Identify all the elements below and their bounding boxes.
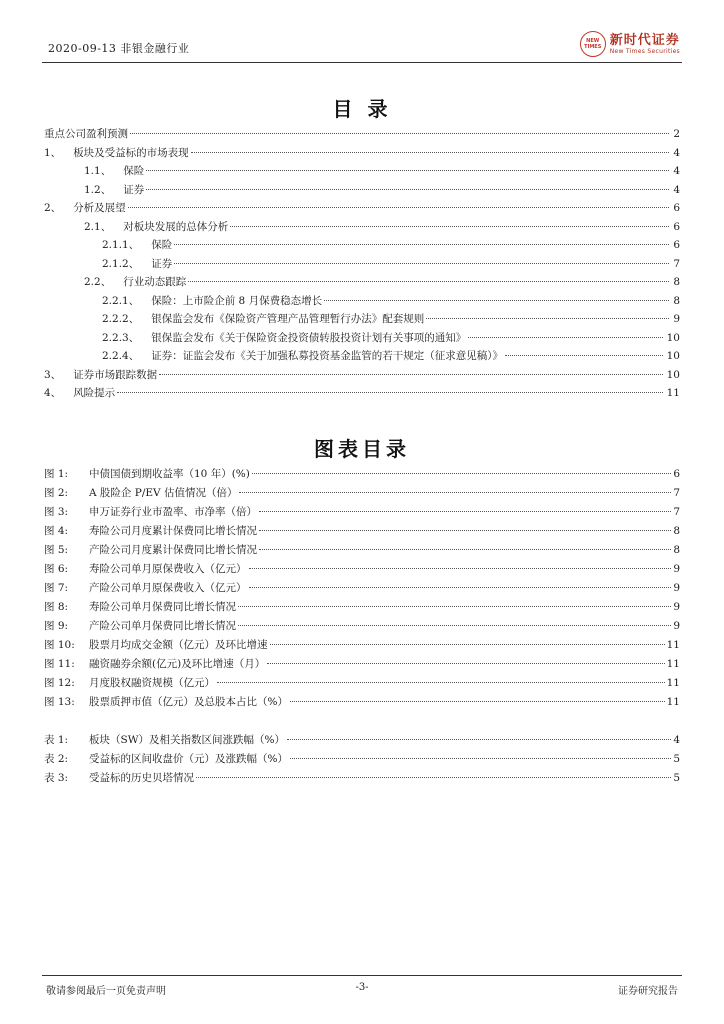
page-footer <box>42 975 682 998</box>
dot-leader <box>146 189 669 190</box>
toc-entry[interactable] <box>44 330 680 349</box>
entry-label: 风险提示 <box>73 387 116 399</box>
header-date-industry: 2020-09-13 非银金融行业 <box>48 42 190 55</box>
list-item[interactable] <box>44 656 680 675</box>
list-item[interactable] <box>44 694 680 713</box>
entry-number: 图 13: <box>44 696 75 708</box>
entry-page-number: 6 <box>673 202 680 214</box>
entry-label: 证券 <box>151 257 173 270</box>
list-item[interactable] <box>44 637 680 656</box>
entry-page-number: 4 <box>673 165 680 177</box>
entry-number: 2.2.1、 <box>102 294 140 307</box>
page-header <box>42 28 682 63</box>
entry-page-number: 8 <box>673 276 680 288</box>
dot-leader <box>324 300 669 301</box>
entry-number: 2、 <box>44 202 62 214</box>
footer-disclaimer: 敬请参阅最后一页免责声明 <box>46 986 166 997</box>
entry-label: 受益标的历史贝塔情况 <box>89 772 194 784</box>
entry-label: 寿险公司月度累计保费同比增长情况 <box>89 525 257 537</box>
toc-entry[interactable] <box>44 219 680 238</box>
entry-label: 证券：证监会发布《关于加强私募投资基金监管的若干规定（征求意见稿）》 <box>151 350 503 362</box>
dot-leader <box>174 244 669 245</box>
list-item[interactable] <box>44 485 680 504</box>
entry-page-number: 4 <box>673 183 680 196</box>
company-logo <box>580 30 680 58</box>
entry-label: 分析及展望 <box>73 202 126 214</box>
entry-number: 2.1.2、 <box>102 257 140 270</box>
dot-leader <box>270 644 665 645</box>
dot-leader <box>117 392 662 393</box>
entry-label: 行业动态跟踪 <box>123 276 187 288</box>
entry-label: 申万证券行业市盈率、市净率（倍） <box>89 506 257 518</box>
dot-leader <box>505 355 663 356</box>
entry-number: 表 2: <box>44 753 69 765</box>
dot-leader <box>287 739 671 740</box>
dot-leader <box>128 207 670 208</box>
entry-number: 图 7: <box>44 582 69 594</box>
dot-leader <box>217 682 665 683</box>
entry-number: 1.2、 <box>84 183 112 196</box>
entry-label: 板块及受益标的市场表现 <box>73 146 189 159</box>
entry-number: 1.1、 <box>84 165 112 177</box>
list-item[interactable] <box>44 675 680 694</box>
entry-label: 股票月均成交金额（亿元）及环比增速 <box>89 639 268 651</box>
dot-leader <box>249 587 672 588</box>
entry-number: 2.1、 <box>84 220 112 233</box>
entry-number: 图 12: <box>44 677 75 689</box>
entry-number: 图 1: <box>44 468 69 480</box>
dot-leader <box>191 152 670 153</box>
toc-entry[interactable] <box>44 163 680 182</box>
entry-number: 图 3: <box>44 506 69 518</box>
toc-entry[interactable] <box>44 256 680 275</box>
list-item[interactable] <box>44 523 680 542</box>
entry-label: 银保监会发布《保险资产管理产品管理暂行办法》配套规则 <box>151 313 425 325</box>
toc-entry[interactable] <box>44 385 680 404</box>
entry-label: 对板块发展的总体分析 <box>123 220 229 233</box>
dot-leader <box>249 568 672 569</box>
entry-label: 重点公司盈利预测 <box>44 128 128 140</box>
dot-leader <box>426 318 669 319</box>
entry-page-number: 11 <box>666 387 680 399</box>
list-item[interactable] <box>44 542 680 561</box>
entry-label: 证券市场跟踪数据 <box>73 368 158 381</box>
figure-list <box>44 466 680 713</box>
dot-leader <box>238 606 671 607</box>
entry-label: 月度股权融资规模（亿元） <box>89 677 215 689</box>
toc-entry[interactable] <box>44 237 680 256</box>
dot-leader <box>259 530 671 531</box>
dot-leader <box>267 663 664 664</box>
list-item[interactable] <box>44 561 680 580</box>
dot-leader <box>259 511 671 512</box>
entry-page-number: 9 <box>673 582 680 594</box>
entry-page-number: 7 <box>673 257 680 270</box>
entry-label: 受益标的区间收盘价（元）及涨跌幅（%） <box>89 753 288 765</box>
entry-page-number: 11 <box>666 639 680 651</box>
list-item[interactable] <box>44 751 680 770</box>
entry-number: 2.2.3、 <box>102 331 140 344</box>
entry-label: 产险公司单月原保费收入（亿元） <box>89 582 247 594</box>
dot-leader <box>290 758 671 759</box>
entry-page-number: 2 <box>673 128 680 140</box>
dot-leader <box>259 549 671 550</box>
entry-label: 板块（SW）及相关指数区间涨跌幅（%） <box>89 734 285 746</box>
entry-page-number: 6 <box>673 239 680 251</box>
dot-leader <box>252 473 671 474</box>
list-item[interactable] <box>44 599 680 618</box>
dot-leader <box>468 337 662 338</box>
toc-entry[interactable] <box>44 293 680 312</box>
entry-label: 融资融券余额(亿元)及环比增速（月） <box>89 658 266 670</box>
entry-number: 图 10: <box>44 639 75 651</box>
dot-leader <box>130 133 669 134</box>
footer-page-number: -3- <box>355 982 369 993</box>
toc-title: 目 录 <box>332 97 392 121</box>
entry-page-number: 7 <box>673 487 680 499</box>
entry-number: 表 3: <box>44 772 69 784</box>
list-item[interactable] <box>44 504 680 523</box>
logo-chinese-name: 新时代证券 <box>609 32 680 48</box>
dot-leader <box>159 374 662 375</box>
entry-label: 保险 <box>151 239 173 251</box>
table-of-contents <box>44 126 680 404</box>
entry-page-number: 9 <box>673 601 680 613</box>
entry-label: 产险公司单月保费同比增长情况 <box>89 620 236 632</box>
entry-label: 寿险公司单月原保费收入（亿元） <box>89 563 247 575</box>
toc-entry[interactable] <box>44 145 680 164</box>
logo-english-name: New Times Securities <box>609 47 680 55</box>
list-item[interactable] <box>44 770 680 789</box>
entry-page-number: 8 <box>673 525 680 537</box>
entry-page-number: 9 <box>673 313 680 325</box>
entry-page-number: 9 <box>673 620 680 632</box>
list-item[interactable] <box>44 466 680 485</box>
entry-label: 保险 <box>123 165 145 177</box>
entry-page-number: 10 <box>666 331 680 344</box>
entry-page-number: 6 <box>673 468 680 480</box>
toc-entry[interactable] <box>44 311 680 330</box>
entry-label: 证券 <box>123 183 145 196</box>
entry-page-number: 5 <box>673 753 680 765</box>
toc-entry[interactable] <box>44 274 680 293</box>
entry-label: 银保监会发布《关于保险资金投资债转股投资计划有关事项的通知》 <box>151 331 467 344</box>
list-item[interactable] <box>44 618 680 637</box>
entry-page-number: 4 <box>673 146 680 159</box>
logo-mark-icon: NEW TIMES <box>580 31 606 57</box>
toc-entry[interactable] <box>44 126 680 145</box>
entry-label: 寿险公司单月保费同比增长情况 <box>89 601 236 613</box>
dot-leader <box>230 226 669 227</box>
entry-label: 中债国债到期收益率（10 年）(%) <box>89 468 250 480</box>
dot-leader <box>238 625 671 626</box>
entry-page-number: 11 <box>666 696 680 708</box>
entry-page-number: 9 <box>673 563 680 575</box>
figure-list-title: 图表目录 <box>314 437 410 461</box>
toc-entry[interactable] <box>44 182 680 201</box>
entry-page-number: 10 <box>666 368 680 381</box>
dot-leader <box>146 170 669 171</box>
entry-number: 图 4: <box>44 525 69 537</box>
entry-label: 产险公司月度累计保费同比增长情况 <box>89 544 257 556</box>
entry-page-number: 4 <box>673 734 680 746</box>
entry-label: 股票质押市值（亿元）及总股本占比（%） <box>89 696 288 708</box>
entry-number: 图 9: <box>44 620 69 632</box>
dot-leader <box>188 281 669 282</box>
toc-entry[interactable] <box>44 348 680 367</box>
entry-number: 表 1: <box>44 734 69 746</box>
entry-page-number: 8 <box>673 294 680 307</box>
entry-number: 2.2.2、 <box>102 313 140 325</box>
entry-number: 图 5: <box>44 544 69 556</box>
entry-label: A 股险企 P/EV 估值情况（倍） <box>89 487 238 499</box>
entry-page-number: 7 <box>673 506 680 518</box>
entry-page-number: 11 <box>666 658 680 670</box>
dot-leader <box>174 263 669 264</box>
entry-number: 3、 <box>44 368 62 381</box>
entry-number: 1、 <box>44 146 62 159</box>
entry-number: 2.1.1、 <box>102 239 140 251</box>
toc-entry[interactable] <box>44 200 680 219</box>
dot-leader <box>196 777 671 778</box>
entry-page-number: 11 <box>666 677 680 689</box>
entry-label: 保险：上市险企前 8 月保费稳态增长 <box>151 294 323 307</box>
entry-page-number: 8 <box>673 544 680 556</box>
entry-number: 图 11: <box>44 658 75 670</box>
entry-number: 4、 <box>44 387 62 399</box>
entry-number: 图 8: <box>44 601 69 613</box>
dot-leader <box>290 701 665 702</box>
dot-leader <box>239 492 671 493</box>
entry-page-number: 5 <box>673 772 680 784</box>
entry-number: 2.2、 <box>84 276 112 288</box>
entry-number: 图 2: <box>44 487 69 499</box>
table-list <box>44 732 680 789</box>
entry-page-number: 10 <box>666 350 680 362</box>
entry-number: 2.2.4、 <box>102 350 140 362</box>
list-item[interactable] <box>44 732 680 751</box>
footer-report-type: 证券研究报告 <box>618 986 678 997</box>
entry-page-number: 6 <box>673 220 680 233</box>
list-item[interactable] <box>44 580 680 599</box>
entry-number: 图 6: <box>44 563 69 575</box>
toc-entry[interactable] <box>44 367 680 386</box>
